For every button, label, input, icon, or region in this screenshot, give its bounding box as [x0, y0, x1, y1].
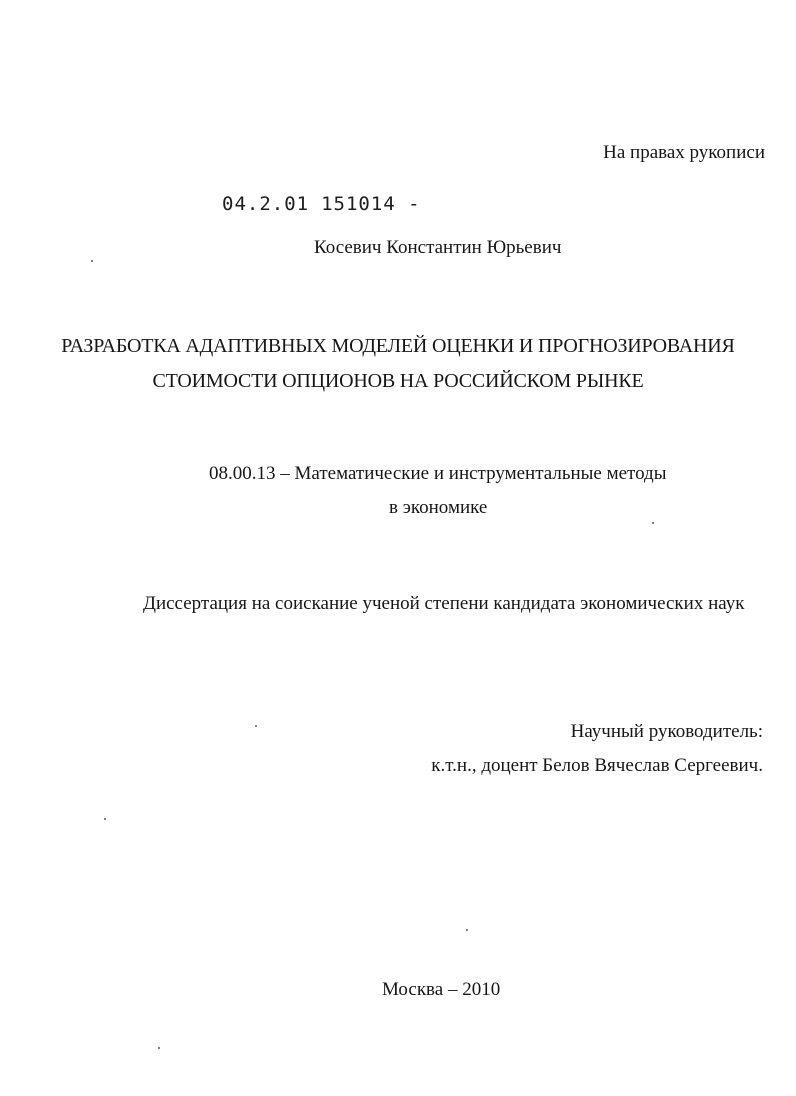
author-name: Косевич Константин Юрьевич [314, 237, 562, 258]
degree-statement: Диссертация на соискание ученой степени кандидата экономических наук [143, 593, 745, 614]
scan-speck [104, 818, 106, 820]
specialty-line-2: в экономике [389, 497, 488, 518]
supervisor-label: Научный руководитель: [570, 721, 763, 742]
stamp-code-prefix: 04.2.01 [222, 193, 310, 215]
specialty-line-1: 08.00.13 – Математические и инструментальные методы [209, 463, 667, 484]
scan-speck [652, 522, 654, 524]
scan-speck [91, 260, 93, 262]
scan-speck [158, 1047, 160, 1049]
city-year: Москва – 2010 [382, 979, 501, 1000]
rights-note: На правах рукописи [603, 142, 765, 163]
supervisor-name: к.т.н., доцент Белов Вячеслав Сергеевич. [431, 755, 763, 776]
title-line-1: РАЗРАБОТКА АДАПТИВНЫХ МОДЕЛЕЙ ОЦЕНКИ И ПРОГНОЗИРОВАНИЯ [61, 335, 735, 357]
scan-speck [255, 725, 257, 727]
archive-stamp [222, 192, 421, 216]
scan-speck [466, 929, 468, 931]
stamp-code-number: 151014 - [321, 193, 421, 215]
title-line-2: СТОИМОСТИ ОПЦИОНОВ НА РОССИЙСКОМ РЫНКЕ [152, 370, 644, 392]
